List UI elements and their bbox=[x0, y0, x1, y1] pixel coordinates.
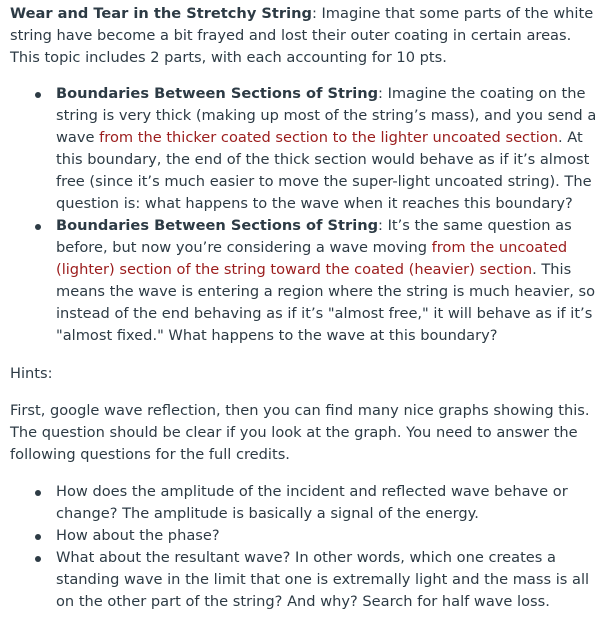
part-text: . This means the wave is entering a region where the string is much heavier, so instead of the end behaving as if it’s "almost free," it will behave as if it’s "almost fixed." What happens to the wave at this boundary? bbox=[56, 261, 596, 344]
hint-questions-list bbox=[10, 481, 601, 613]
part-text: : It’s the same question as before, but now you’re considering a wave moving bbox=[56, 217, 572, 256]
part-title: Boundaries Between Sections of String bbox=[56, 85, 379, 102]
part-title: Boundaries Between Sections of String bbox=[56, 217, 379, 234]
part-text: . At this boundary, the end of the thick section would behave as if it’s almost free (since it’s much easier to move the super-light uncoated string). The question is: what happens to the wave when it reaches this boundary? bbox=[56, 129, 592, 212]
section-title: Wear and Tear in the Stretchy String bbox=[10, 5, 312, 22]
part-highlight: from the uncoated (lighter) section of the string toward the coated (heavier) section bbox=[56, 239, 568, 278]
part-item-2 bbox=[56, 215, 601, 347]
hints-body: First, google wave reflection, then you can find many nice graphs showing this. The question should be clear if you look at the graph. You need to answer the following questions for the full credits. bbox=[10, 402, 590, 463]
hint-question-2: How about the phase? bbox=[56, 525, 601, 547]
part-highlight: from the thicker coated section to the lighter uncoated section bbox=[99, 129, 559, 146]
part-text: : Imagine the coating on the string is very thick (making up most of the string’s mass), and you send a wave bbox=[56, 85, 597, 146]
intro-text: : Imagine that some parts of the white string have become a bit frayed and lost their outer coating in certain areas. This topic includes 2 parts, with each accounting for 10 pts. bbox=[10, 5, 594, 66]
hint-question-3: What about the resultant wave? In other words, which one creates a standing wave in the limit that one is extremally light and the mass is all on the other part of the string? And why? Search for half wave loss. bbox=[56, 547, 601, 613]
part-item-1 bbox=[56, 83, 601, 215]
parts-list bbox=[10, 83, 601, 347]
hints-label: Hints: bbox=[10, 365, 53, 382]
hint-question-1: How does the amplitude of the incident and reflected wave behave or change? The amplitude is basically a signal of the energy. bbox=[56, 481, 601, 525]
intro-paragraph bbox=[10, 3, 601, 69]
